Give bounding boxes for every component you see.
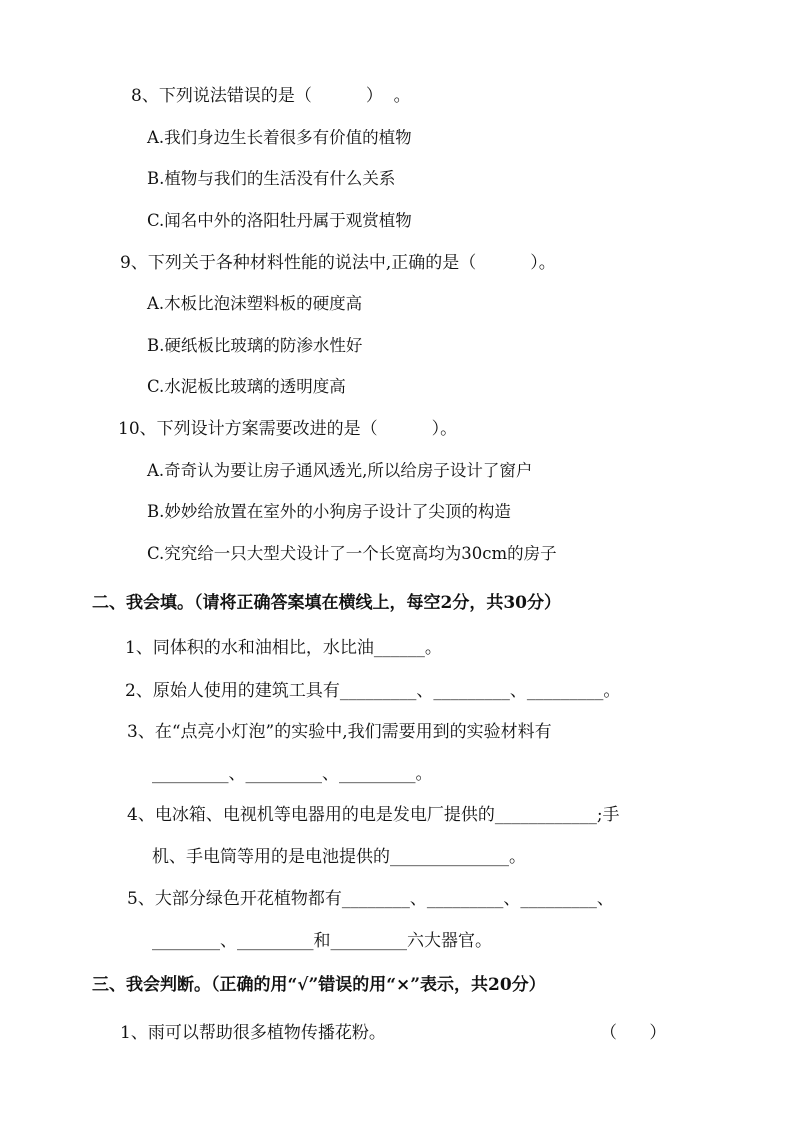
fill-question-5: 5、大部分绿色开花植物都有________、_________、_________、 (127, 889, 614, 909)
fill-question-2: 2、原始人使用的建筑工具有_________、_________、_________。 (125, 681, 621, 701)
q9-option-c: C.水泥板比玻璃的透明度高 (147, 377, 346, 396)
q9-stem: 9、下列关于各种材料性能的说法中,正确的是（ ）。 (120, 253, 556, 273)
fill-question-4: 4、电冰箱、电视机等电器用的电是发电厂提供的____________;手 (127, 805, 620, 825)
section-3-heading: 三、我会判断。（正确的用“√”错误的用“×”表示，共20分） (92, 975, 546, 995)
q8-option-c: C.闻名中外的洛阳牡丹属于观赏植物 (147, 211, 412, 230)
fill-question-3: 3、在“点亮小灯泡”的实验中,我们需要用到的实验材料有 (127, 722, 552, 742)
q8-option-b: B.植物与我们的生活没有什么关系 (147, 169, 396, 188)
judge-answer-paren: （ ） (600, 1023, 667, 1043)
q10-option-c: C.究究给一只大型犬设计了一个长宽高均为30cm的房子 (147, 544, 557, 563)
q10-option-a: A.奇奇认为要让房子通风透光,所以给房子设计了窗户 (147, 461, 533, 480)
fill-question-1: 1、同体积的水和油相比，水比油______。 (125, 638, 442, 658)
fill-question-3-blanks: _________、_________、_________。 (152, 764, 433, 784)
judge-question-1: 1、雨可以帮助很多植物传播花粉。 (120, 1023, 386, 1043)
fill-question-4-cont: 机、手电筒等用的是电池提供的______________。 (152, 847, 526, 867)
q9-option-a: A.木板比泡沫塑料板的硬度高 (147, 294, 363, 313)
q10-stem: 10、下列设计方案需要改进的是（ ）。 (118, 419, 458, 439)
q8-stem: 8、下列说法错误的是（ ） 。 (131, 86, 411, 106)
section-2-heading: 二、我会填。（请将正确答案填在横线上，每空2分，共30分） (92, 593, 561, 613)
q8-option-a: A.我们身边生长着很多有价值的植物 (147, 128, 412, 147)
q10-option-b: B.妙妙给放置在室外的小狗房子设计了尖顶的构造 (147, 502, 511, 521)
fill-question-5-cont: ________、_________和_________六大器官。 (152, 931, 492, 951)
q9-option-b: B.硬纸板比玻璃的防渗水性好 (147, 336, 363, 355)
